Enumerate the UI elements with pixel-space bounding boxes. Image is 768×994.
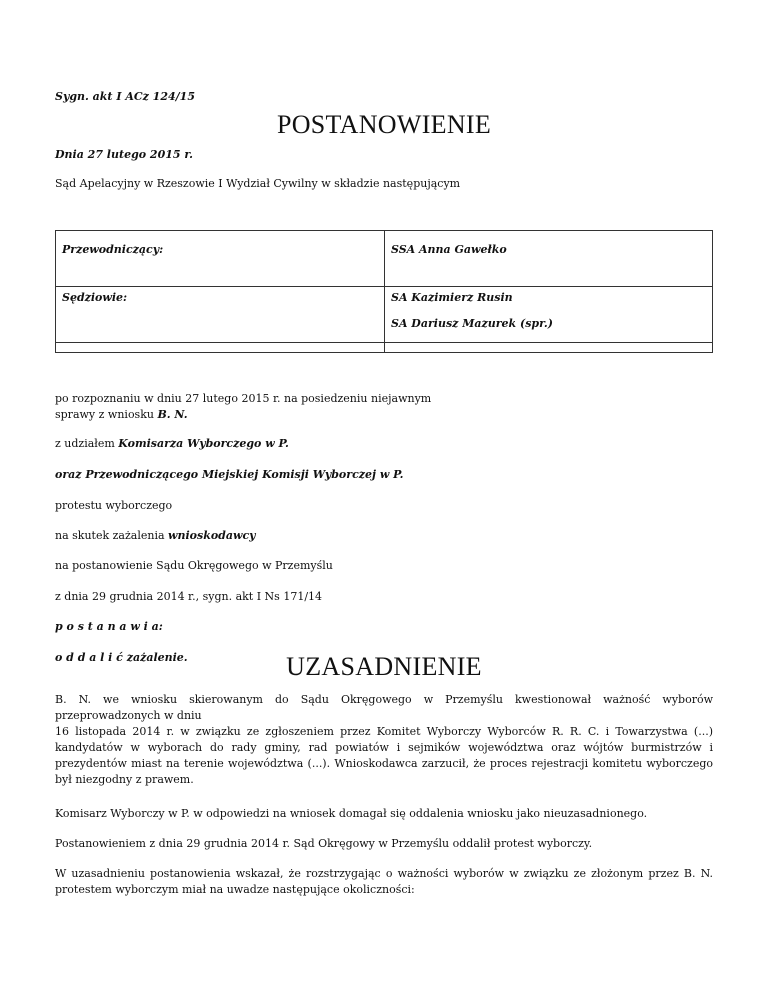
reasons-paragraph-1a: B. N. we wniosku skierowanym do Sądu Okręgowego w Przemyślu kwestionował ważność wyborów przeprowadzonych w dniu xyxy=(55,693,713,722)
reasons-title: UZASADNIENIE xyxy=(286,652,482,681)
court-composition-line: Sąd Apelacyjny w Rzeszowie I Wydział Cywilny w składzie następującym xyxy=(55,177,461,190)
complaint-prefix: na skutek zażalenia xyxy=(55,529,169,542)
decides-line: p o s t a n a w i a: xyxy=(55,620,163,633)
judges-label-cell xyxy=(56,287,385,343)
applicant-name: B. N. xyxy=(157,408,188,421)
complaint-party: wnioskodawcy xyxy=(168,529,256,542)
reasons-paragraph-2: Komisarz Wyborczy w P. w odpowiedzi na wniosek domagał się oddalenia wniosku jako nieuzasadnionego. xyxy=(55,807,648,820)
ruling-line: o d d a l i ć zażalenie. xyxy=(55,651,188,664)
judges-label: Sędziowie: xyxy=(62,291,128,304)
applicant-line xyxy=(55,407,713,423)
applicant-prefix: sprawy z wniosku xyxy=(55,408,158,421)
subject-line: protestu wyborczego xyxy=(55,499,173,512)
empty-cell-left xyxy=(56,343,385,353)
judge-1-name: SA Kazimierz Rusin xyxy=(391,291,513,304)
document-title: POSTANOWIENIE xyxy=(276,110,492,139)
empty-cell-right xyxy=(385,343,713,353)
appealed-decision-date-line: z dnia 29 grudnia 2014 r., sygn. akt I Ns 171/14 xyxy=(55,590,323,603)
participant-prefix: z udziałem xyxy=(55,437,119,450)
chair-name: SSA Anna Gawełko xyxy=(391,243,507,256)
decision-date: Dnia 27 lutego 2015 r. xyxy=(55,148,193,161)
second-participant-line: oraz Przewodniczącego Miejskiej Komisji Wyborczej w P. xyxy=(55,468,404,481)
complaint-line xyxy=(55,528,713,544)
proceedings-line: po rozpoznaniu w dniu 27 lutego 2015 r. na posiedzeniu niejawnym xyxy=(55,392,432,405)
participant-name: Komisarza Wyborczego w P. xyxy=(118,437,289,450)
reasons-paragraph-3: Postanowieniem z dnia 29 grudnia 2014 r. Sąd Okręgowy w Przemyślu oddalił protest wyborczy. xyxy=(55,837,593,850)
appealed-decision-line: na postanowienie Sądu Okręgowego w Przemyślu xyxy=(55,559,333,572)
participant-line xyxy=(55,436,713,452)
judge-2-name: SA Dariusz Mazurek (spr.) xyxy=(391,317,553,330)
chair-name-cell xyxy=(385,231,713,287)
reasons-paragraph-4: W uzasadnieniu postanowienia wskazał, że rozstrzygając o ważności wyborów w związku ze złożonym przez B. N. protestem wyborczym miał na uwadze następujące okoliczności: xyxy=(55,867,713,896)
chair-label-cell xyxy=(56,231,385,287)
judges-names-cell xyxy=(385,287,713,343)
reasons-paragraph-1b: 16 listopada 2014 r. w związku ze zgłoszeniem przez Komitet Wyborczy Wyborców R. R. C. i Towarzystwa (...) kandydatów w wyborach do rady gminy, rad powiatów i sejmików województwa oraz wójtów burmistrzów i prezydentów miast na terenie województwa (...). Wnioskodawca zarzucił, że proces rejestracji komitetu wyborczego był niezgodny z prawem. xyxy=(55,725,713,786)
chair-label: Przewodniczący: xyxy=(62,243,164,256)
case-number: Sygn. akt I ACz 124/15 xyxy=(55,90,195,103)
panel-table xyxy=(55,230,713,353)
